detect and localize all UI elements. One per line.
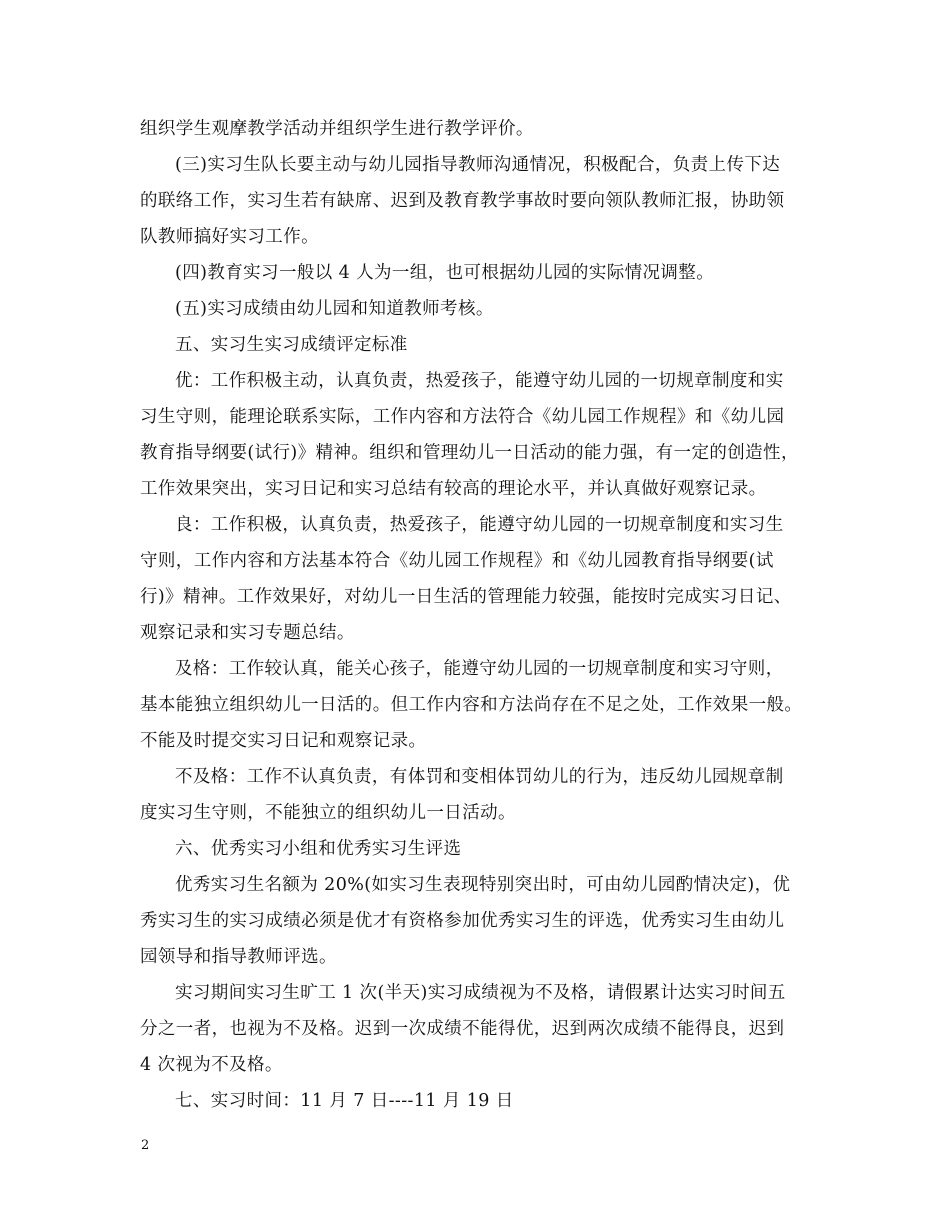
text-line: 不能及时提交实习日记和观察记录。 [140, 731, 427, 751]
text-line: 基本能独立组织幼儿一日活的。但工作内容和方法尚存在不足之处，工作效果一般。 [140, 695, 803, 715]
text-line: 组织学生观摩教学活动并组织学生进行教学评价。 [140, 119, 534, 139]
text-line: 园领导和指导教师评选。 [140, 947, 337, 967]
text-line: 不及格：工作不认真负责，有体罚和变相体罚幼儿的行为，违反幼儿园规章制 [175, 767, 784, 787]
text-line: 守则，工作内容和方法基本符合《幼儿园工作规程》和《幼儿园教育指导纲要(试 [140, 551, 774, 571]
text-line: 优秀实习生名额为 20%(如实习生表现特别突出时，可由幼儿园酌情决定)，优 [175, 875, 791, 895]
text-line: 工作效果突出，实习日记和实习总结有较高的理论水平，并认真做好观察记录。 [140, 479, 767, 499]
text-line: 观察记录和实习专题总结。 [140, 623, 355, 643]
section-heading: 六、优秀实习小组和优秀实习生评选 [175, 839, 462, 859]
text-line: 实习期间实习生旷工 1 次(半天)实习成绩视为不及格，请假累计达实习时间五 [175, 983, 786, 1003]
text-line: 及格：工作较认真，能关心孩子，能遵守幼儿园的一切规章制度和实习守则， [175, 659, 784, 679]
section-heading: 七、实习时间：11 月 7 日----11 月 19 日 [175, 1091, 514, 1111]
text-line: 分之一者，也视为不及格。迟到一次成绩不能得优，迟到两次成绩不能得良，迟到 [140, 1019, 785, 1039]
text-line: (三)实习生队长要主动与幼儿园指导教师沟通情况，积极配合，负责上传下达 [175, 155, 781, 175]
page-number: 2 [141, 1138, 150, 1153]
text-line: 习生守则，能理论联系实际，工作内容和方法符合《幼儿园工作规程》和《幼儿园 [140, 407, 785, 427]
text-line: 4 次视为不及格。 [140, 1055, 283, 1075]
text-line: 良：工作积极，认真负责，热爱孩子，能遵守幼儿园的一切规章制度和实习生 [175, 515, 784, 535]
text-line: 优：工作积极主动，认真负责，热爱孩子，能遵守幼儿园的一切规章制度和实 [175, 371, 784, 391]
text-line: (五)实习成绩由幼儿园和知道教师考核。 [175, 299, 494, 319]
text-line: (四)教育实习一般以 4 人为一组，也可根据幼儿园的实际情况调整。 [175, 263, 715, 283]
text-line: 的联络工作，实习生若有缺席、迟到及教育教学事故时要向领队教师汇报，协助领 [140, 191, 785, 211]
section-heading: 五、实习生实习成绩评定标准 [175, 335, 408, 355]
text-line: 度实习生守则，不能独立的组织幼儿一日活动。 [140, 803, 516, 823]
text-line: 秀实习生的实习成绩必须是优才有资格参加优秀实习生的评选，优秀实习生由幼儿 [140, 911, 785, 931]
text-line: 行)》精神。工作效果好，对幼儿一日生活的管理能力较强，能按时完成实习日记、 [140, 587, 792, 607]
text-line: 队教师搞好实习工作。 [140, 227, 319, 247]
text-line: 教育指导纲要(试行)》精神。组织和管理幼儿一日活动的能力强，有一定的创造性， [140, 443, 799, 463]
